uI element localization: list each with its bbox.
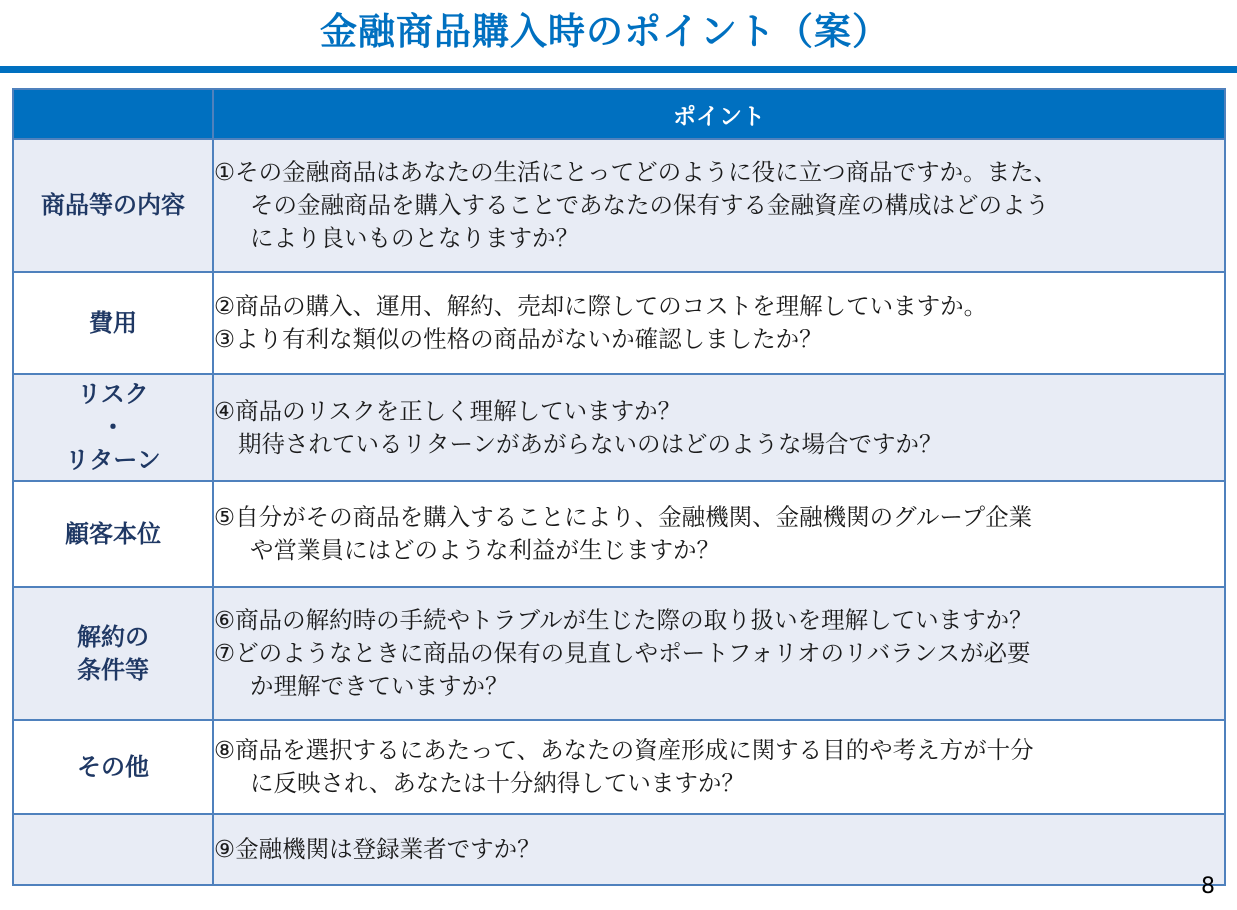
row-points	[213, 272, 1225, 374]
table-row	[13, 587, 1225, 720]
point-item: ④商品のリスクを正しく理解していますか？	[214, 396, 682, 425]
row-points	[213, 139, 1225, 272]
category-label: リスク	[77, 380, 149, 408]
category-label: 商品等の内容	[41, 191, 185, 219]
point-item: ⑥商品の解約時の手続やトラブルが生じた際の取り扱いを理解していますか？	[214, 606, 1033, 634]
points-table	[12, 88, 1226, 886]
category-label: ・	[101, 413, 125, 441]
point-item: ⑧商品を選択するにあたって、あなたの資産形成に関する目的や考え方が十分	[214, 736, 1034, 764]
row-points	[213, 587, 1225, 720]
category-label: リターン	[65, 446, 161, 474]
point-item-continued: により良いものとなりますか？	[250, 224, 579, 252]
row-points	[213, 814, 1225, 885]
point-item: ①その金融商品はあなたの生活にとってどのように役に立つ商品ですか。また、	[214, 158, 1058, 186]
point-item-continued: か理解できていますか？	[250, 672, 509, 700]
table-header-row	[13, 89, 1225, 139]
point-item: ⑨金融機関は登録業者ですか？	[214, 835, 541, 863]
header-category	[13, 89, 213, 139]
table-row	[13, 720, 1225, 814]
header-points: ポイント	[213, 89, 1225, 139]
category-label: 顧客本位	[65, 519, 161, 548]
category-label: 費用	[89, 308, 137, 337]
page-title: 金融商品購入時のポイント（案）	[320, 10, 890, 53]
row-category-empty	[13, 814, 213, 885]
table-row	[13, 481, 1225, 587]
row-category	[13, 587, 213, 720]
row-points	[213, 720, 1225, 814]
row-points	[213, 481, 1225, 587]
category-label: 解約の	[77, 622, 149, 651]
point-item: ⑦どのようなときに商品の保有の見直しやポートフォリオのリバランスが必要	[214, 639, 1031, 667]
point-item-continued: 期待されているリターンがあがらないのはどのような場合ですか？	[238, 429, 943, 458]
table-row	[13, 814, 1225, 885]
category-label: その他	[77, 752, 149, 781]
table-row	[13, 374, 1225, 481]
point-item-continued: や営業員にはどのような利益が生じますか？	[250, 536, 720, 564]
title-divider	[0, 66, 1237, 73]
row-category	[13, 272, 213, 374]
row-points	[213, 374, 1225, 481]
row-category	[13, 139, 213, 272]
row-category	[13, 720, 213, 814]
table-row	[13, 139, 1225, 272]
page-number: 8	[1201, 874, 1215, 899]
point-item-continued: その金融商品を購入することであなたの保有する金融資産の構成はどのよう	[250, 191, 1049, 219]
point-item: ③より有利な類似の性格の商品がないか確認しましたか？	[214, 325, 823, 353]
category-label: 条件等	[77, 655, 149, 684]
table-row	[13, 272, 1225, 374]
point-item: ②商品の購入、運用、解約、売却に際してのコストを理解していますか。	[214, 292, 988, 320]
point-item-continued: に反映され、あなたは十分納得していますか？	[250, 769, 745, 797]
row-category	[13, 481, 213, 587]
point-item: ⑤自分がその商品を購入することにより、金融機関、金融機関のグループ企業	[214, 503, 1033, 531]
row-category	[13, 374, 213, 481]
